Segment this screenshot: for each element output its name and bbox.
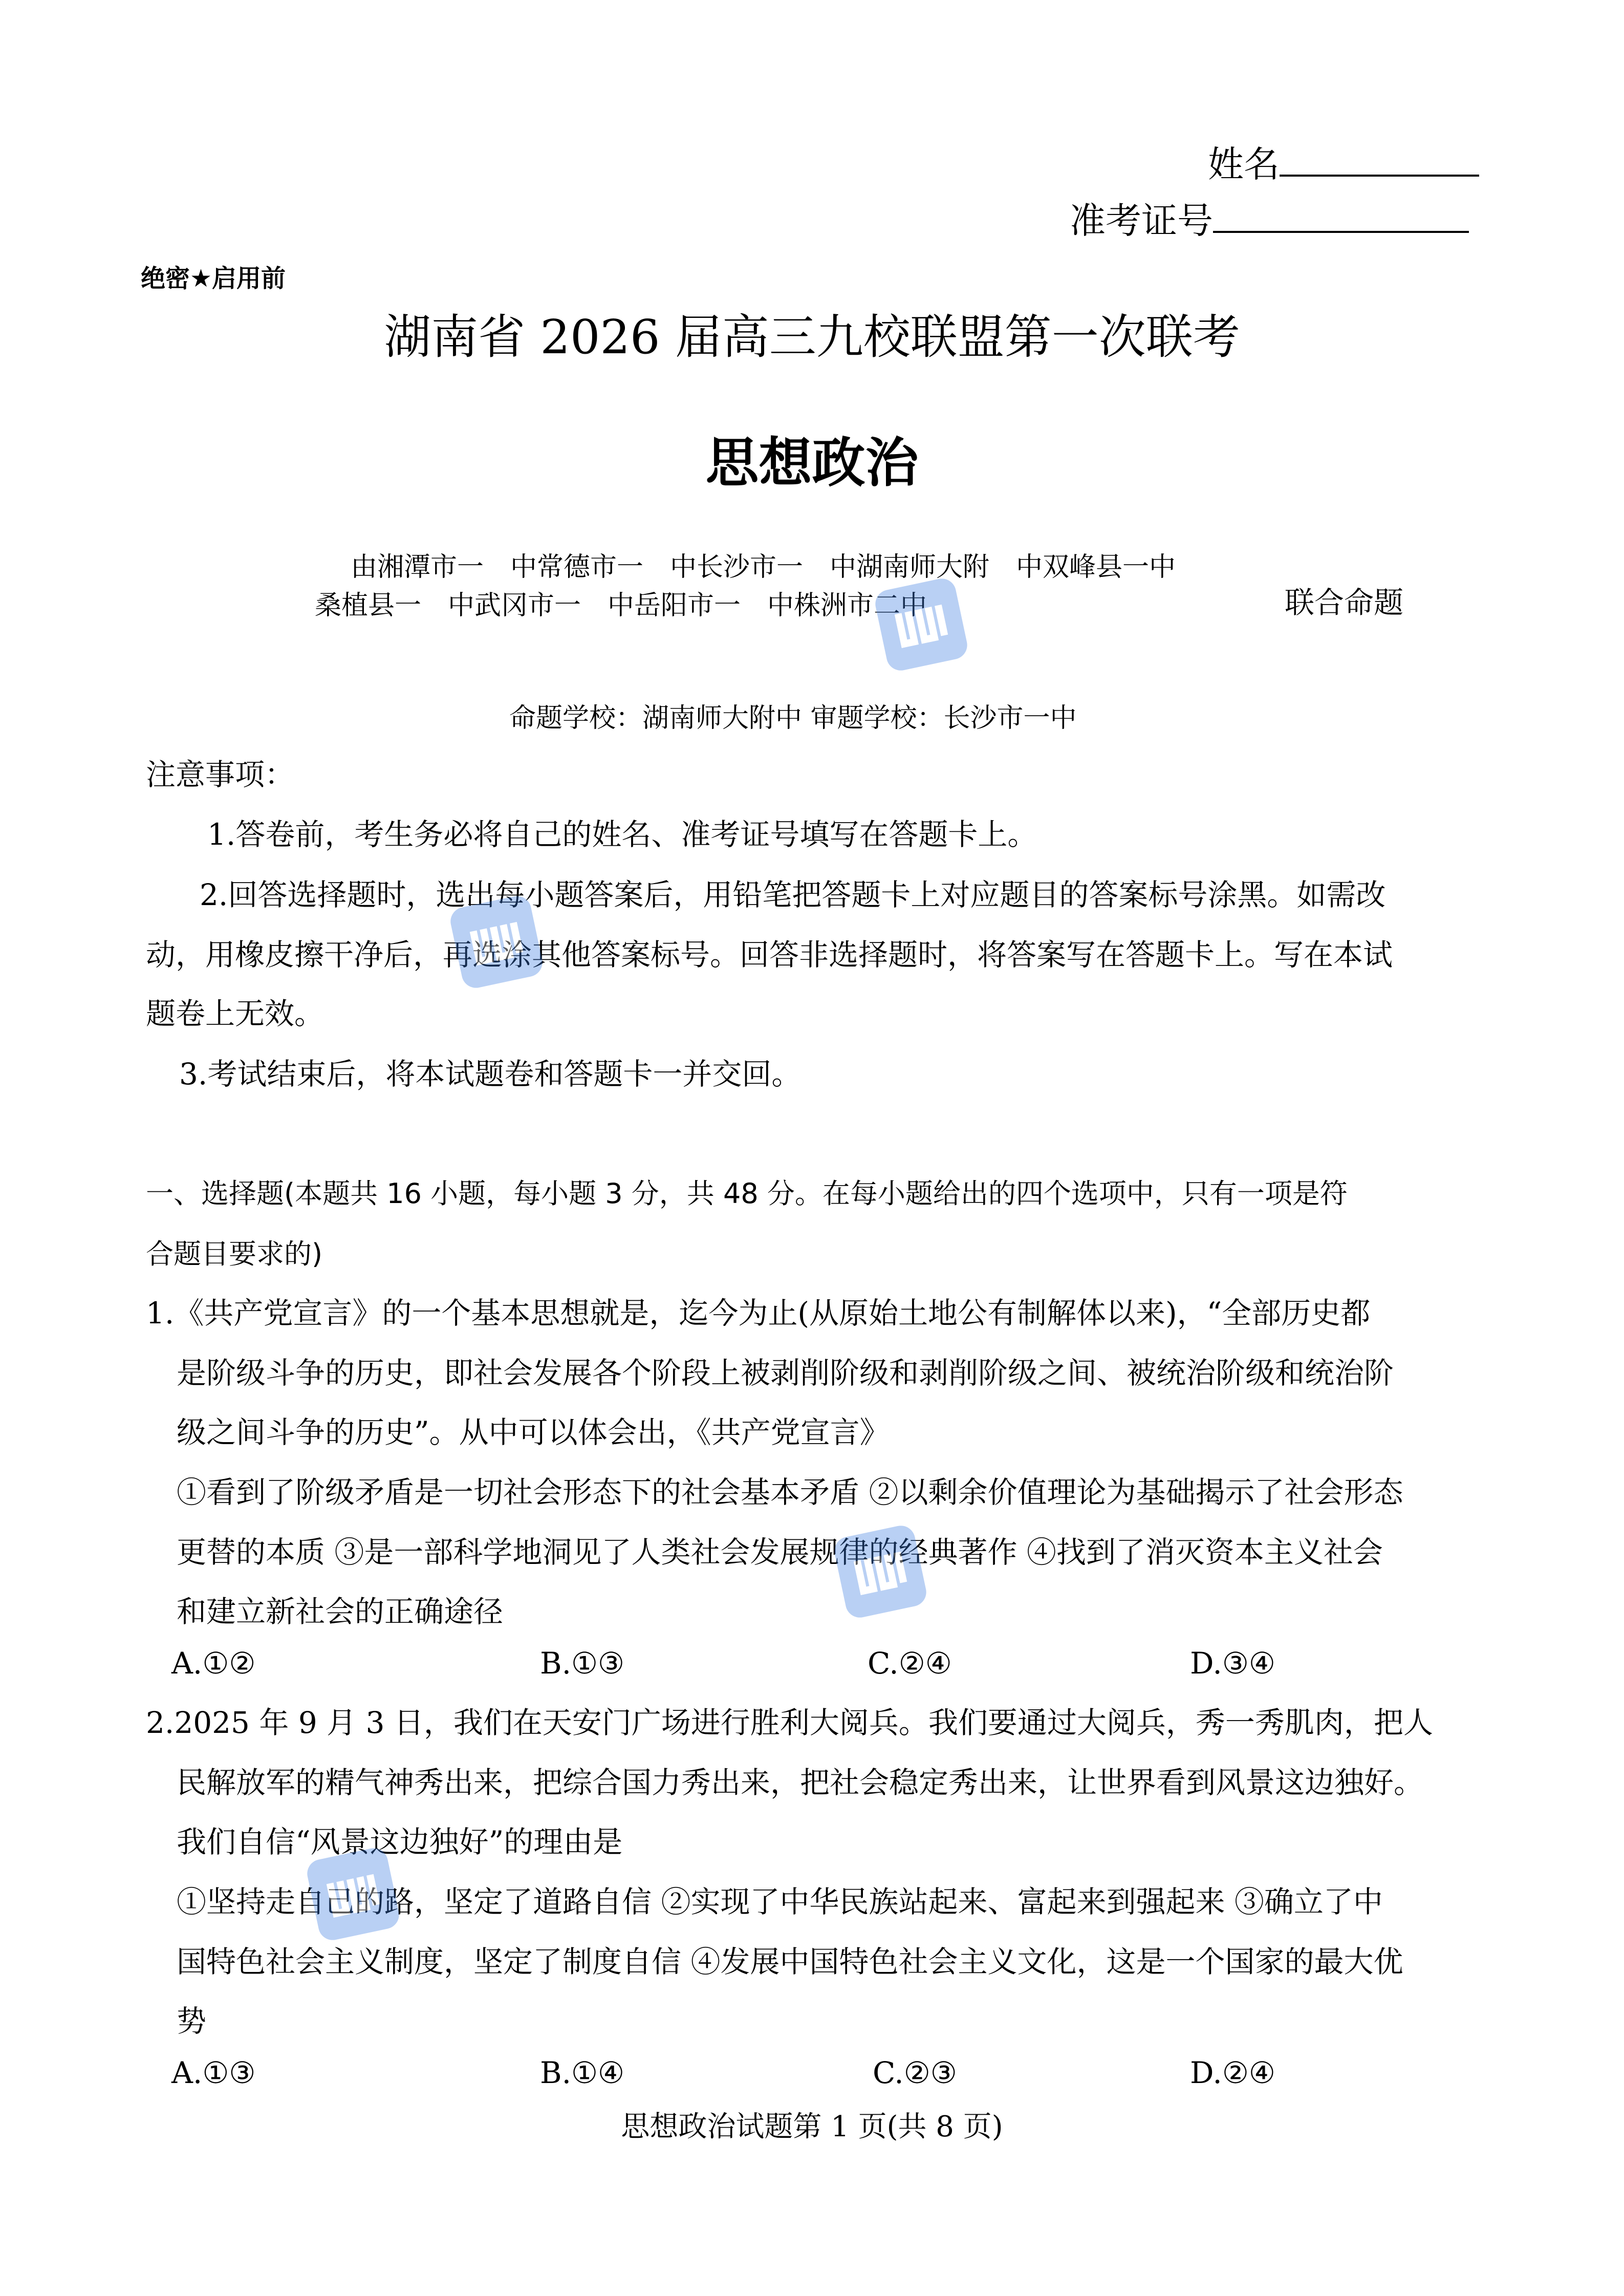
q1-line: 级之间斗争的历史”。从中可以体会出，《共产党宣言》 [177,1415,890,1450]
page-footer: 思想政治试题第 1 页(共 8 页) [621,2110,1003,2143]
q1-option-b[interactable]: B.①③ [540,1646,625,1681]
name-field[interactable] [1208,136,1479,187]
q2-line: 2.2025 年 9 月 3 日，我们在天安门广场进行胜利大阅兵。我们要通过大阅兵，秀一秀肌肉，把人 [146,1705,1433,1740]
q1-line: 更替的本质 ③是一部科学地洞见了人类社会发展规律的经典著作 ④找到了消灭资本主义社会 [177,1535,1383,1570]
q2-option-c[interactable]: C.②③ [873,2055,957,2090]
watermark-logo-icon [302,1822,456,1976]
q1-line: 1.《共产党宣言》的一个基本思想就是，迄今为止(从原始土地公有制解体以来)，“全部历史都 [146,1296,1371,1331]
q2-line: 我们自信“风景这边独好”的理由是 [177,1825,623,1859]
q2-line: 势 [177,2004,207,2038]
q1-option-d[interactable]: D.③④ [1190,1646,1275,1681]
exam-title: 湖南省 2026 届高三九校联盟第一次联考 [384,310,1240,364]
q2-option-b[interactable]: B.①④ [540,2055,625,2090]
q1-line: ①看到了阶级矛盾是一切社会形态下的社会基本矛盾 ②以剩余价值理论为基础揭示了社会形态 [177,1475,1403,1510]
subject-title: 思想政治 [705,432,919,494]
id-underline [1213,200,1469,233]
secret-label: 绝密★启用前 [141,264,286,293]
notice-item: 2.回答选择题时，选出每小题答案后，用铅笔把答题卡上对应题目的答案标号涂黑。如需改 [200,877,1386,912]
watermark-logo-icon [829,1500,983,1654]
notice-item: 题卷上无效。 [146,996,324,1031]
q1-line: 是阶级斗争的历史，即社会发展各个阶段上被剥削阶级和剥削阶级之间、被统治阶级和统治阶 [177,1356,1394,1390]
watermark-logo-icon [870,553,1024,706]
joint-label: 联合命题 [1285,585,1404,620]
notice-item: 动，用橡皮擦干净后，再选涂其他答案标号。回答非选择题时，将答案写在答题卡上。写在本试 [146,937,1393,972]
section-heading-cont: 合题目要求的) [146,1238,323,1270]
q2-line: ①坚持走自己的路，坚定了道路自信 ②实现了中华民族站起来、富起来到强起来 ③确立了中 [177,1884,1383,1919]
notice-item: 3.考试结束后，将本试题卷和答题卡一并交回。 [179,1057,802,1091]
maker-schools: 命题学校：湖南师大附中 审题学校：长沙市一中 [509,703,1077,734]
watermark-logo-icon [445,870,599,1024]
id-field[interactable] [1070,192,1469,244]
q2-line: 民解放军的精气神秀出来，把综合国力秀出来，把社会稳定秀出来，让世界看到风景这边独好。 [177,1765,1424,1800]
id-label: 准考证号 [1070,200,1213,242]
q2-line: 国特色社会主义制度，坚定了制度自信 ④发展中国特色社会主义文化，这是一个国家的最大优 [177,1944,1403,1979]
q2-option-a[interactable]: A.①③ [171,2055,256,2090]
schools-line-1: 由湘潭市一 中常德市一 中长沙市一 中湖南师大附 中双峰县一中 [351,552,1176,583]
section-heading: 一、选择题(本题共 16 小题，每小题 3 分，共 48 分。在每小题给出的四个选项中，只有一项是符 [146,1177,1348,1210]
schools-line-2: 桑植县一 中武冈市一 中岳阳市一 中株洲市二中 [315,590,927,621]
name-label: 姓名 [1208,143,1280,185]
q2-option-d[interactable]: D.②④ [1190,2055,1275,2090]
q1-option-c[interactable]: C.②④ [868,1646,952,1681]
q1-option-a[interactable]: A.①② [171,1646,256,1681]
notice-item: 1.答卷前，考生务必将自己的姓名、准考证号填写在答题卡上。 [207,817,1037,852]
q1-line: 和建立新社会的正确途径 [177,1594,504,1629]
name-underline [1280,144,1479,177]
notice-title: 注意事项： [146,757,295,792]
